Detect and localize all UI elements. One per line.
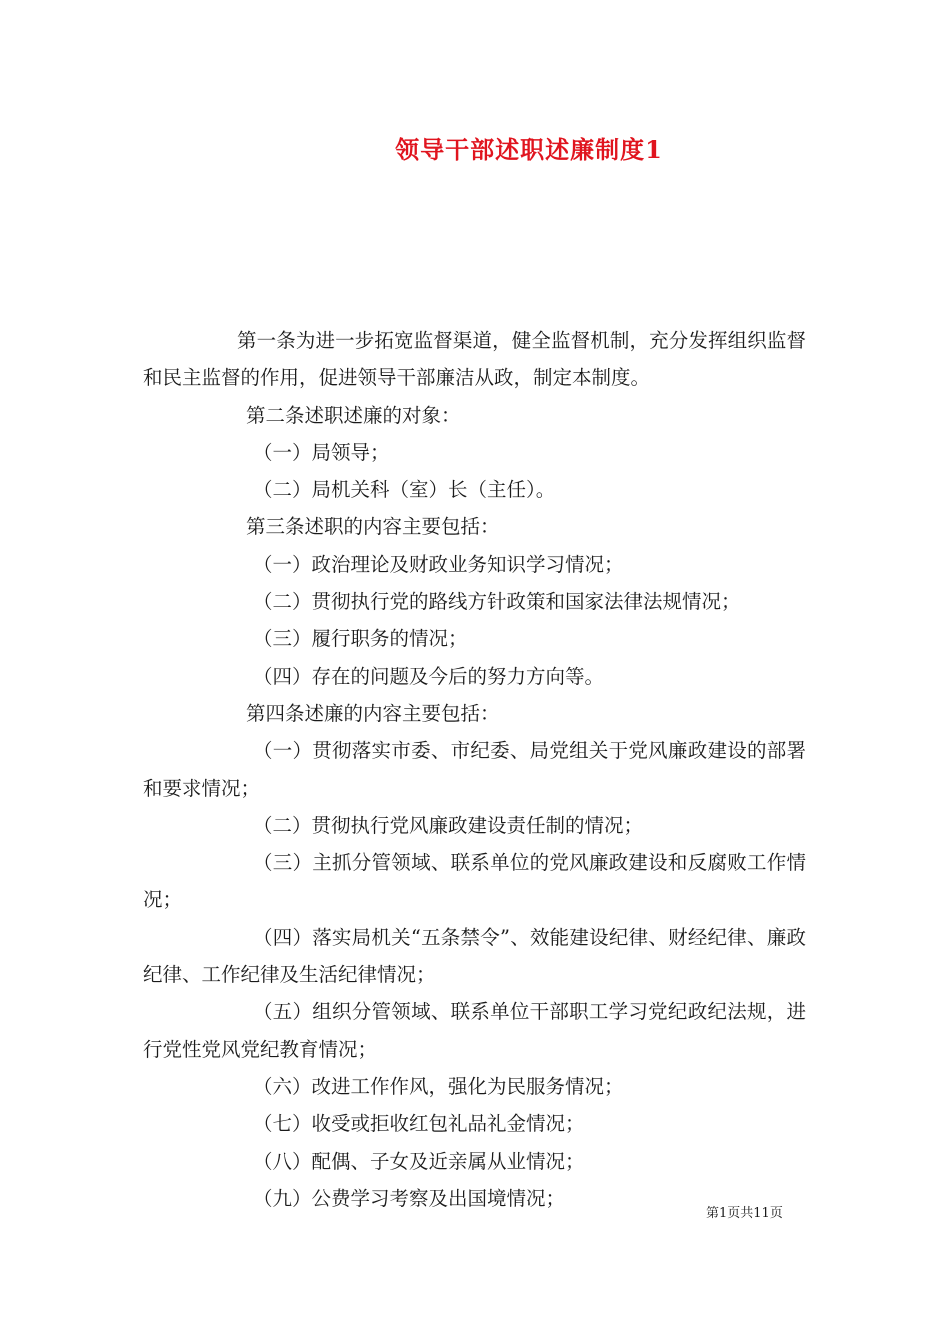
paragraph: （六）改进工作作风，强化为民服务情况； <box>253 1074 624 1098</box>
paragraph: （三）主抓分管领域、联系单位的党风廉政建设和反腐败工作情况； <box>143 851 806 912</box>
document-body <box>143 322 806 1217</box>
paragraph: （三）履行职务的情况； <box>253 627 468 651</box>
paragraph: （二）贯彻执行党风廉政建设责任制的情况； <box>253 813 644 837</box>
paragraph: （九）公费学习考察及出国境情况； <box>253 1186 566 1210</box>
paragraph: （四）落实局机关“五条禁令”、效能建设纪律、财经纪律、廉政纪律、工作纪律及生活纪律情况； <box>143 925 806 987</box>
page-title: 领导干部述职述廉制度1 <box>395 135 663 164</box>
paragraph: 第一条为进一步拓宽监督渠道，健全监督机制，充分发挥组织监督和民主监督的作用，促进领导干部廉洁从政，制定本制度。 <box>143 329 806 390</box>
paragraph: （七）收受或拒收红包礼品礼金情况； <box>253 1112 585 1136</box>
paragraph: （一）政治理论及财政业务知识学习情况； <box>253 552 624 576</box>
paragraph: （四）存在的问题及今后的努力方向等。 <box>253 664 605 688</box>
paragraph: （一）贯彻落实市委、市纪委、局党组关于党风廉政建设的部署和要求情况； <box>143 739 806 800</box>
paragraph: （二）贯彻执行党的路线方针政策和国家法律法规情况； <box>253 590 741 614</box>
paragraph: 第四条述廉的内容主要包括： <box>246 701 500 725</box>
paragraph: 第三条述职的内容主要包括： <box>246 515 500 539</box>
paragraph: （二）局机关科（室）长（主任）。 <box>253 478 556 502</box>
paragraph: （五）组织分管领域、联系单位干部职工学习党纪政纪法规，进行党性党风党纪教育情况； <box>143 1000 806 1061</box>
paragraph: （一）局领导； <box>253 440 390 464</box>
paragraph: （八）配偶、子女及近亲属从业情况； <box>253 1149 585 1173</box>
page-number-footer: 第1页共11页 <box>706 1206 783 1221</box>
paragraph: 第二条述职述廉的对象： <box>246 403 461 427</box>
